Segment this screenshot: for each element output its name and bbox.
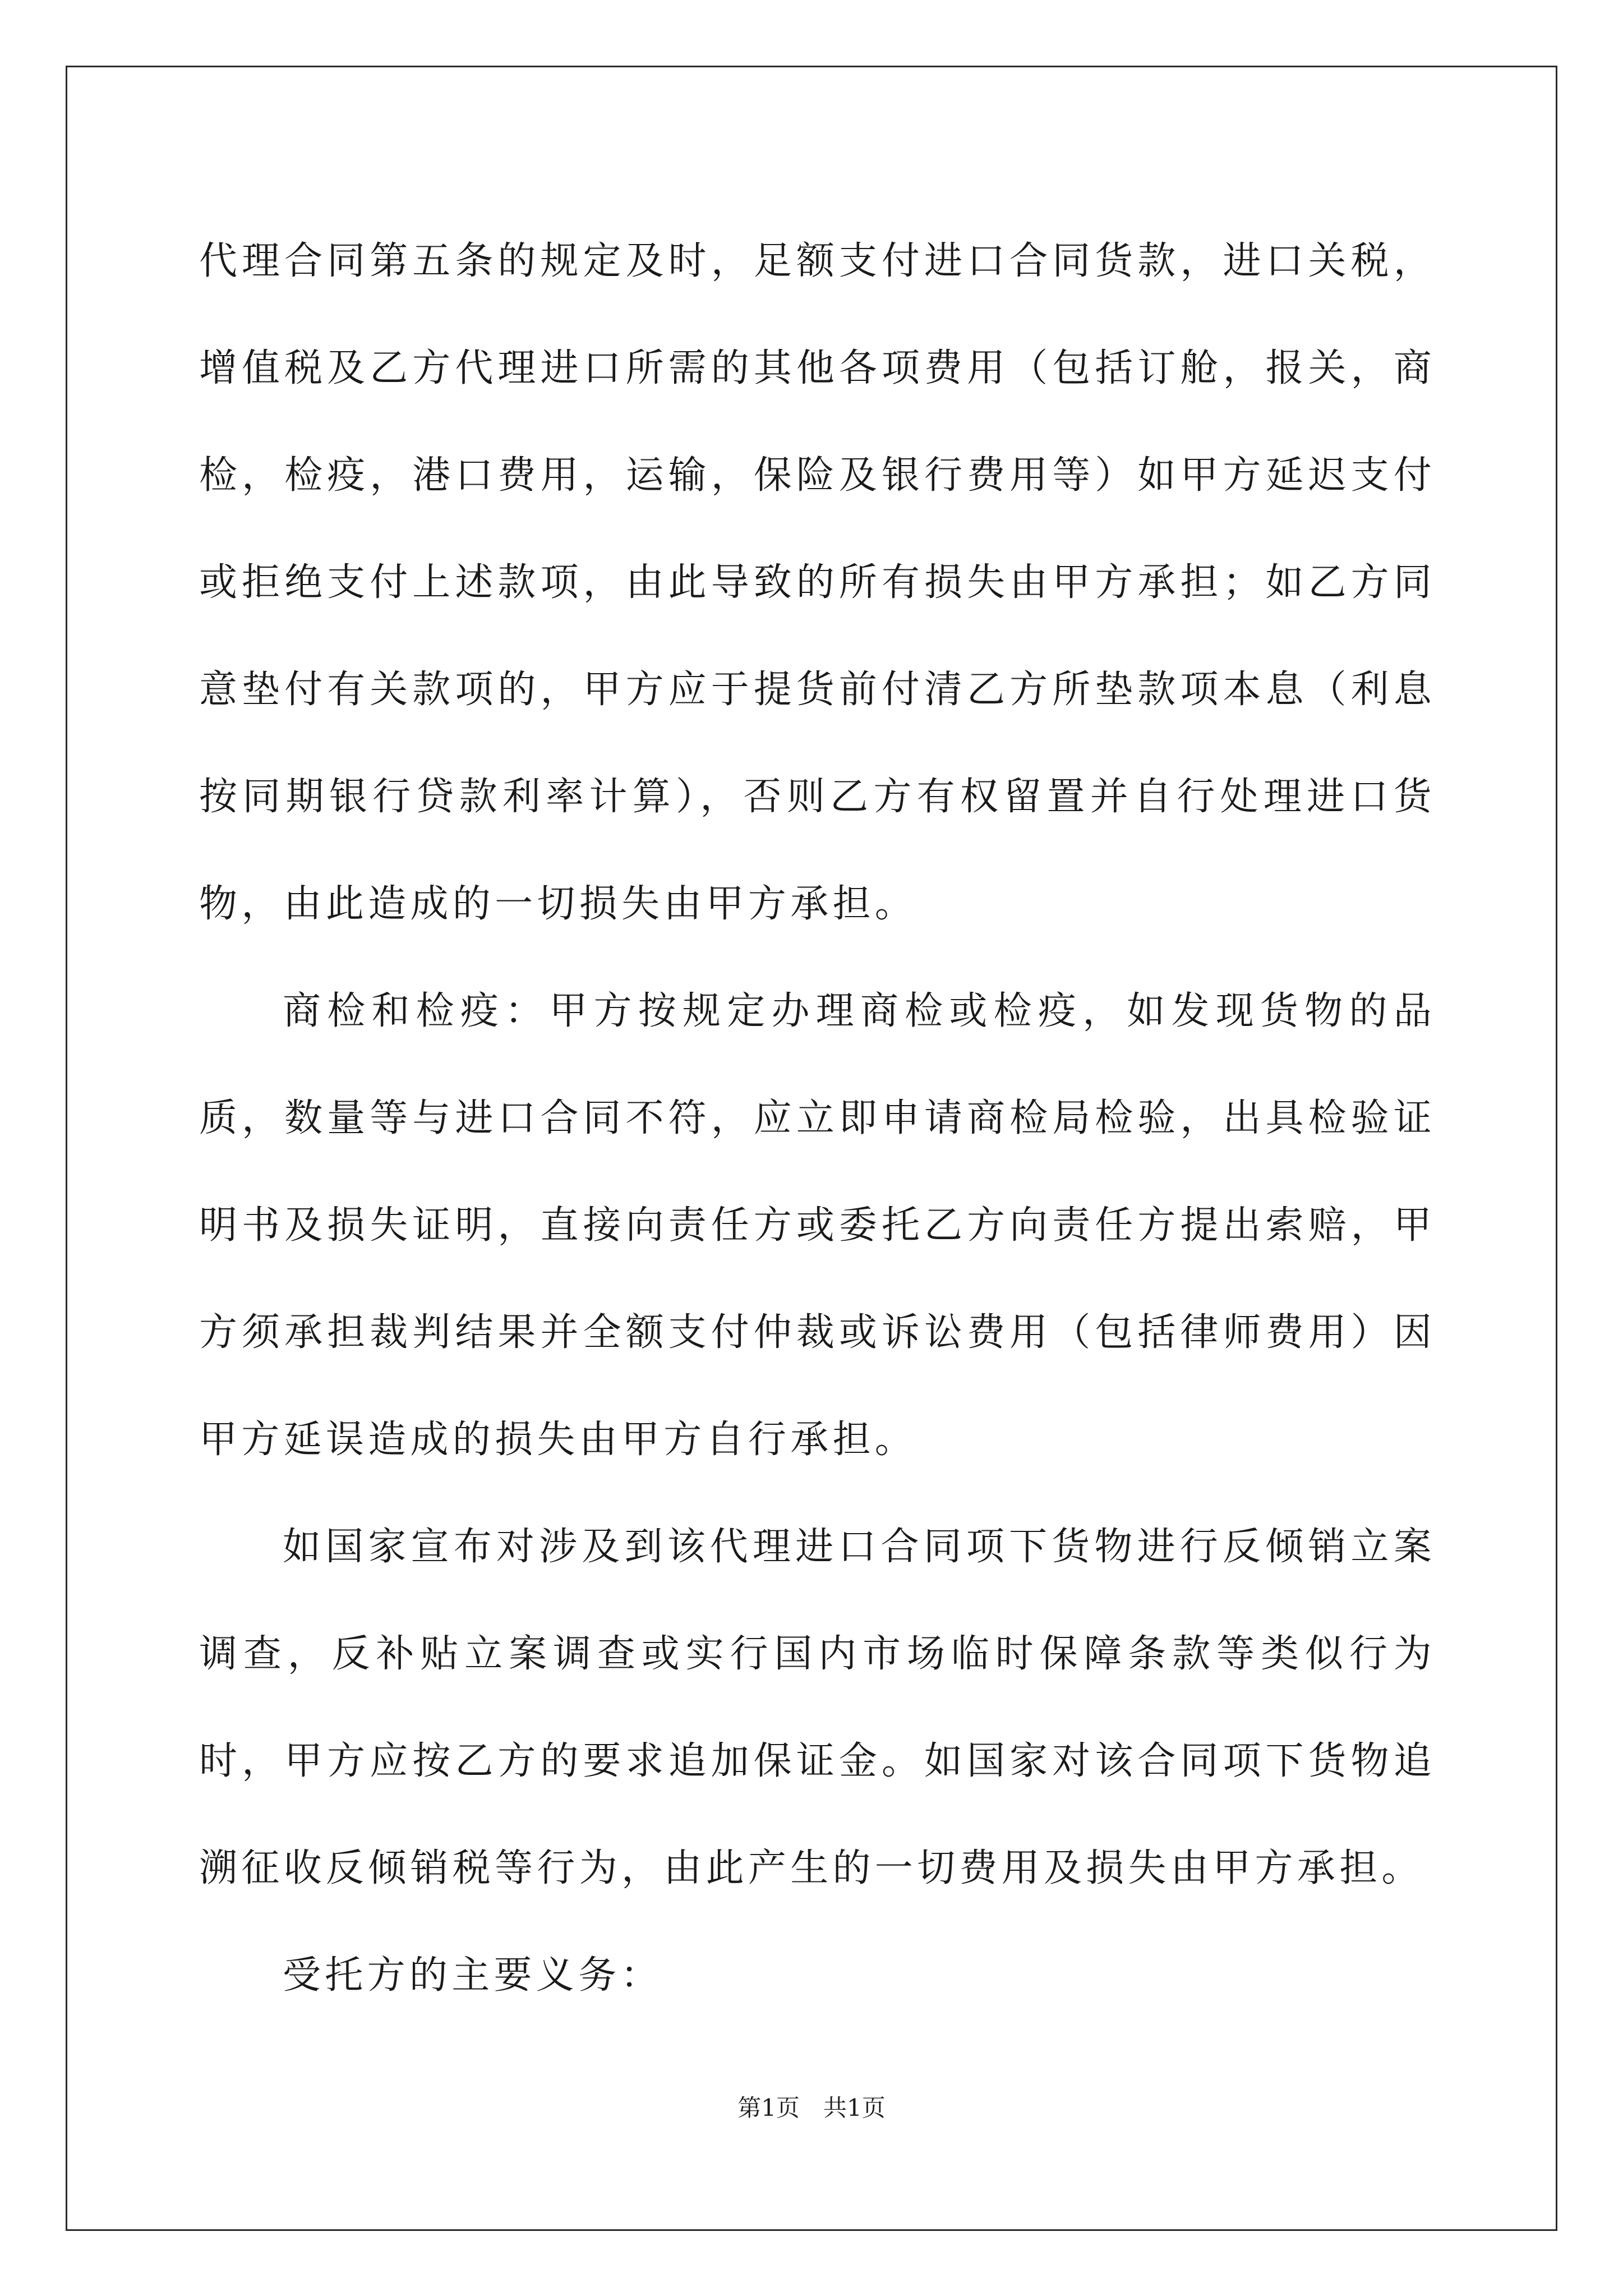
paragraph-inspection-quarantine: 商检和检疫：甲方按规定办理商检或检疫，如发现货物的品质，数量等与进口合同不符，应立即申请商检局检验，出具检验证明书及损失证明，直接向责任方或委托乙方向责任方提出索赔，甲方须承担裁判结果并全额支付仲裁或诉讼费用（包括律师费用）因甲方延误造成的损失由甲方自行承担。 (199, 989, 1436, 1462)
page-number-footer: 第1页 共1页 (737, 2094, 886, 2122)
document-body (199, 208, 1436, 2029)
paragraph-trustee-obligations-heading: 受托方的主要义务： (283, 1953, 663, 1998)
paragraph-anti-dumping: 如国家宣布对涉及到该代理进口合同项下货物进行反倾销立案调查，反补贴立案调查或实行国内市场临时保障条款等类似行为时，甲方应按乙方的要求追加保证金。如国家对该合同项下货物追溯征收反倾销税等行为，由此产生的一切费用及损失由甲方承担。 (199, 1525, 1436, 1890)
paragraph-payment-obligations: 代理合同第五条的规定及时，足额支付进口合同货款，进口关税，增值税及乙方代理进口所需的其他各项费用（包括订舱，报关，商检，检疫，港口费用，运输，保险及银行费用等）如甲方延迟支付或拒绝支付上述款项，由此导致的所有损失由甲方承担；如乙方同意垫付有关款项的，甲方应于提货前付清乙方所垫款项本息（利息按同期银行贷款利率计算），否则乙方有权留置并自行处理进口货物，由此造成的一切损失由甲方承担。 (199, 239, 1436, 926)
